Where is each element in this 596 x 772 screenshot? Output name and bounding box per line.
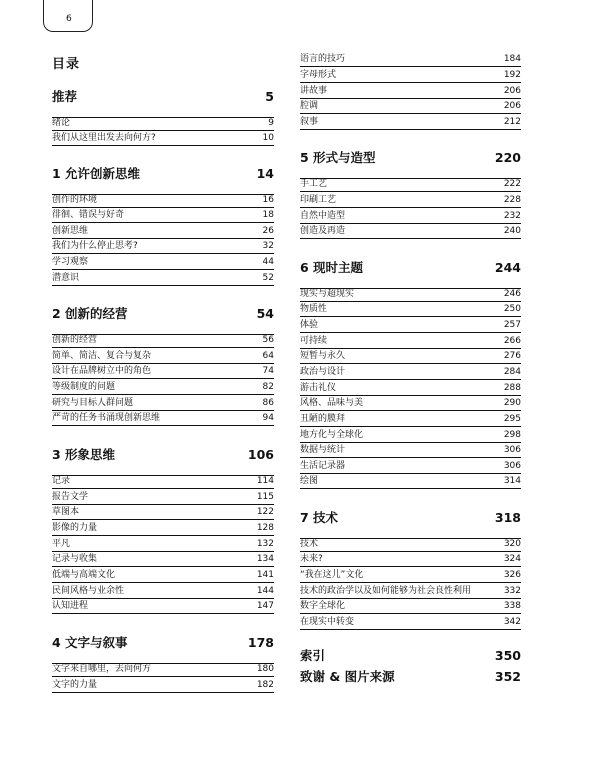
entry-page: 184	[503, 54, 521, 64]
section-title: 1 允许创新思维	[52, 166, 141, 181]
toc-entry[interactable]	[300, 474, 521, 489]
entry-label: 未来?	[300, 554, 323, 564]
toc-entry[interactable]	[52, 599, 274, 614]
toc-entry[interactable]	[300, 568, 521, 583]
entry-page: 56	[262, 335, 274, 345]
section-page: 352	[494, 669, 521, 684]
toc-section-heading[interactable]	[52, 87, 274, 118]
entry-page: 246	[503, 289, 521, 299]
toc-entry[interactable]	[300, 365, 521, 380]
entry-page: 222	[503, 179, 521, 189]
entry-label: 报告文学	[52, 492, 89, 502]
section-title: 推荐	[52, 89, 78, 104]
entry-label: 草图本	[52, 507, 80, 517]
page-number-tab	[43, 0, 93, 32]
entry-page: 141	[256, 570, 274, 580]
entry-label: 印刷工艺	[300, 195, 337, 205]
section-title: 索引	[300, 648, 326, 663]
toc-entry[interactable]	[300, 193, 521, 208]
toc-entry[interactable]	[52, 116, 274, 131]
entry-label: 游击礼仪	[300, 383, 337, 393]
entry-page: 147	[256, 601, 274, 611]
toc-entry[interactable]	[52, 521, 274, 536]
section-title: 2 创新的经营	[52, 306, 128, 321]
entry-label: 记录	[52, 476, 71, 486]
entry-page: 266	[503, 336, 521, 346]
toc-entry[interactable]	[300, 334, 521, 349]
toc-section-heading[interactable]	[300, 258, 521, 289]
entry-label: 政治与设计	[300, 367, 346, 377]
entry-page: 115	[256, 492, 274, 502]
entry-label: 技术的政治学以及如何能够为社会良性利用	[300, 586, 472, 596]
entry-label: 叙事	[300, 117, 319, 127]
entry-label: 创作的环境	[52, 195, 98, 205]
section-title: 7 技术	[300, 510, 339, 525]
toc-entry[interactable]	[52, 333, 274, 348]
toc-section-heading[interactable]	[52, 633, 274, 664]
toc-entry[interactable]	[300, 177, 521, 192]
entry-label: 数据与统计	[300, 445, 346, 455]
entry-label: 影像的力量	[52, 523, 98, 533]
toc-entry[interactable]	[300, 302, 521, 317]
entry-page: 206	[503, 86, 521, 96]
entry-page: 290	[503, 398, 521, 408]
entry-page: 122	[256, 507, 274, 517]
entry-page: 16	[262, 195, 274, 205]
toc-entry[interactable]	[300, 552, 521, 567]
entry-page: 306	[503, 445, 521, 455]
toc-entry[interactable]	[300, 224, 521, 239]
entry-label: 绪论	[52, 118, 71, 128]
toc-entry[interactable]	[52, 255, 274, 270]
toc-title: 目录	[52, 57, 81, 72]
toc-entry[interactable]	[52, 271, 274, 286]
entry-label: 地方化与全球化	[300, 430, 364, 440]
entry-label: 学习观察	[52, 257, 89, 267]
toc-entry[interactable]	[300, 459, 521, 474]
section-page: 54	[256, 306, 274, 321]
toc-entry[interactable]	[52, 568, 274, 583]
entry-page: 94	[262, 413, 274, 423]
entry-label: 数字全球化	[300, 601, 346, 611]
entry-page: 206	[503, 101, 521, 111]
page-number: 6	[66, 14, 72, 24]
entry-label: 创新思维	[52, 226, 89, 236]
entry-label: 绘图	[300, 476, 319, 486]
entry-label: 物质性	[300, 304, 328, 314]
toc-entry[interactable]	[52, 364, 274, 379]
entry-label: 体验	[300, 320, 319, 330]
toc-entry[interactable]	[52, 552, 274, 567]
entry-label: 平凡	[52, 539, 71, 549]
toc-entry[interactable]	[300, 584, 521, 599]
section-title: 3 形象思维	[52, 447, 116, 462]
toc-entry[interactable]	[300, 52, 521, 67]
entry-label: 短暂与永久	[300, 351, 346, 361]
toc-entry[interactable]	[300, 115, 521, 130]
entry-label: 我们为什么停止思考?	[52, 241, 138, 251]
entry-label: 文字的力量	[52, 680, 98, 690]
toc-entry[interactable]	[300, 599, 521, 614]
entry-page: 212	[503, 117, 521, 127]
toc-entry[interactable]	[52, 537, 274, 552]
toc-section-heading[interactable]	[52, 445, 274, 476]
entry-page: 342	[503, 617, 521, 627]
entry-label: 低端与高端文化	[52, 570, 116, 580]
entry-page: 26	[262, 226, 274, 236]
entry-label: 认知进程	[52, 601, 89, 611]
toc-entry[interactable]	[52, 131, 274, 146]
entry-page: 182	[256, 680, 274, 690]
section-title: 6 现时主题	[300, 260, 364, 275]
entry-page: 192	[503, 70, 521, 80]
entry-label: 简单、简洁、复合与复杂	[52, 351, 152, 361]
toc-entry[interactable]	[300, 99, 521, 114]
toc-section-heading[interactable]	[300, 508, 521, 539]
toc-entry[interactable]	[52, 678, 274, 693]
toc-entry[interactable]	[300, 537, 521, 552]
toc-entry[interactable]	[52, 584, 274, 599]
entry-page: 132	[256, 539, 274, 549]
entry-label: 严苛的任务书涌现创新思维	[52, 413, 161, 423]
toc-entry[interactable]	[300, 84, 521, 99]
section-title: 5 形式与造型	[300, 150, 376, 165]
toc-entry[interactable]	[52, 224, 274, 239]
entry-page: 9	[268, 118, 274, 128]
entry-label: 我们从这里出发去向何方?	[52, 133, 156, 143]
entry-label: 徘徊、错误与好奇	[52, 210, 125, 220]
toc-entry[interactable]	[52, 474, 274, 489]
section-title: 致谢 & 图片来源	[300, 669, 395, 684]
entry-label: 创造及再造	[300, 226, 346, 236]
toc-index-heading[interactable]	[300, 646, 521, 664]
toc-entry[interactable]	[300, 381, 521, 396]
section-page: 350	[494, 648, 521, 663]
entry-label: “我在这儿”文化	[300, 570, 364, 580]
entry-label: 风格、品味与美	[300, 398, 364, 408]
entry-page: 250	[503, 304, 521, 314]
toc-entry[interactable]	[300, 68, 521, 83]
toc-entry[interactable]	[300, 443, 521, 458]
toc-entry[interactable]	[52, 193, 274, 208]
entry-page: 82	[262, 382, 274, 392]
toc-entry[interactable]	[300, 318, 521, 333]
entry-label: 字母形式	[300, 70, 337, 80]
entry-label: 手工艺	[300, 179, 328, 189]
entry-page: 240	[503, 226, 521, 236]
entry-page: 284	[503, 367, 521, 377]
entry-label: 技术	[300, 539, 319, 549]
entry-page: 128	[256, 523, 274, 533]
toc-entry[interactable]	[300, 428, 521, 443]
toc-section-heading[interactable]	[52, 304, 274, 335]
entry-label: 设计在品牌树立中的角色	[52, 366, 152, 376]
entry-page: 295	[503, 414, 521, 424]
entry-page: 298	[503, 430, 521, 440]
toc-entry[interactable]	[300, 287, 521, 302]
entry-label: 等级制度的问题	[52, 382, 116, 392]
entry-label: 潜意识	[52, 273, 80, 283]
toc-entry[interactable]	[300, 349, 521, 364]
toc-entry[interactable]	[300, 396, 521, 411]
entry-page: 288	[503, 383, 521, 393]
entry-page: 64	[262, 351, 274, 361]
entry-page: 144	[256, 586, 274, 596]
entry-page: 44	[262, 257, 274, 267]
entry-page: 114	[256, 476, 274, 486]
entry-page: 180	[256, 664, 274, 674]
entry-label: 现实与超现实	[300, 289, 355, 299]
toc-entry[interactable]	[52, 349, 274, 364]
entry-label: 自然中造型	[300, 211, 346, 221]
entry-label: 在现实中转变	[300, 617, 355, 627]
entry-page: 276	[503, 351, 521, 361]
toc-entry[interactable]	[52, 396, 274, 411]
entry-page: 18	[262, 210, 274, 220]
entry-page: 232	[503, 211, 521, 221]
toc-entry[interactable]	[52, 505, 274, 520]
entry-label: 生活记录器	[300, 461, 346, 471]
section-title: 4 文字与叙事	[52, 635, 128, 650]
section-page: 14	[256, 166, 274, 181]
toc-entry[interactable]	[52, 208, 274, 223]
entry-label: 民间风格与业余性	[52, 586, 125, 596]
entry-page: 228	[503, 195, 521, 205]
entry-page: 324	[503, 554, 521, 564]
entry-label: 语言的技巧	[300, 54, 346, 64]
entry-page: 338	[503, 601, 521, 611]
section-page: 220	[494, 150, 521, 165]
entry-page: 32	[262, 241, 274, 251]
entry-page: 332	[503, 586, 521, 596]
entry-page: 74	[262, 366, 274, 376]
entry-label: 研究与目标人群问题	[52, 398, 134, 408]
entry-label: 丑陋的膜拜	[300, 414, 346, 424]
toc-entry[interactable]	[52, 380, 274, 395]
entry-label: 可持续	[300, 336, 328, 346]
toc-entry[interactable]	[52, 662, 274, 677]
entry-page: 134	[256, 554, 274, 564]
toc-section-heading[interactable]	[52, 164, 274, 195]
entry-page: 10	[262, 133, 274, 143]
toc-entry[interactable]	[52, 411, 274, 426]
entry-label: 讲故事	[300, 86, 328, 96]
entry-label: 创新的经营	[52, 335, 98, 345]
entry-page: 86	[262, 398, 274, 408]
entry-label: 腔调	[300, 101, 319, 111]
section-page: 244	[494, 260, 521, 275]
entry-page: 257	[503, 320, 521, 330]
entry-label: 文字来自哪里，去向何方	[52, 664, 152, 674]
section-page: 318	[494, 510, 521, 525]
toc-entry[interactable]	[52, 490, 274, 505]
entry-label: 记录与收集	[52, 554, 98, 564]
toc-entry[interactable]	[300, 209, 521, 224]
entry-page: 326	[503, 570, 521, 580]
section-page: 106	[247, 447, 274, 462]
entry-page: 314	[503, 476, 521, 486]
section-page: 5	[265, 89, 274, 104]
entry-page: 320	[503, 539, 521, 549]
entry-page: 306	[503, 461, 521, 471]
toc-entry[interactable]	[52, 239, 274, 254]
entry-page: 52	[262, 273, 274, 283]
section-page: 178	[247, 635, 274, 650]
toc-entry[interactable]	[300, 615, 521, 630]
toc-section-heading[interactable]	[300, 148, 521, 179]
toc-entry[interactable]	[300, 412, 521, 427]
toc-credits-heading[interactable]	[300, 667, 521, 685]
